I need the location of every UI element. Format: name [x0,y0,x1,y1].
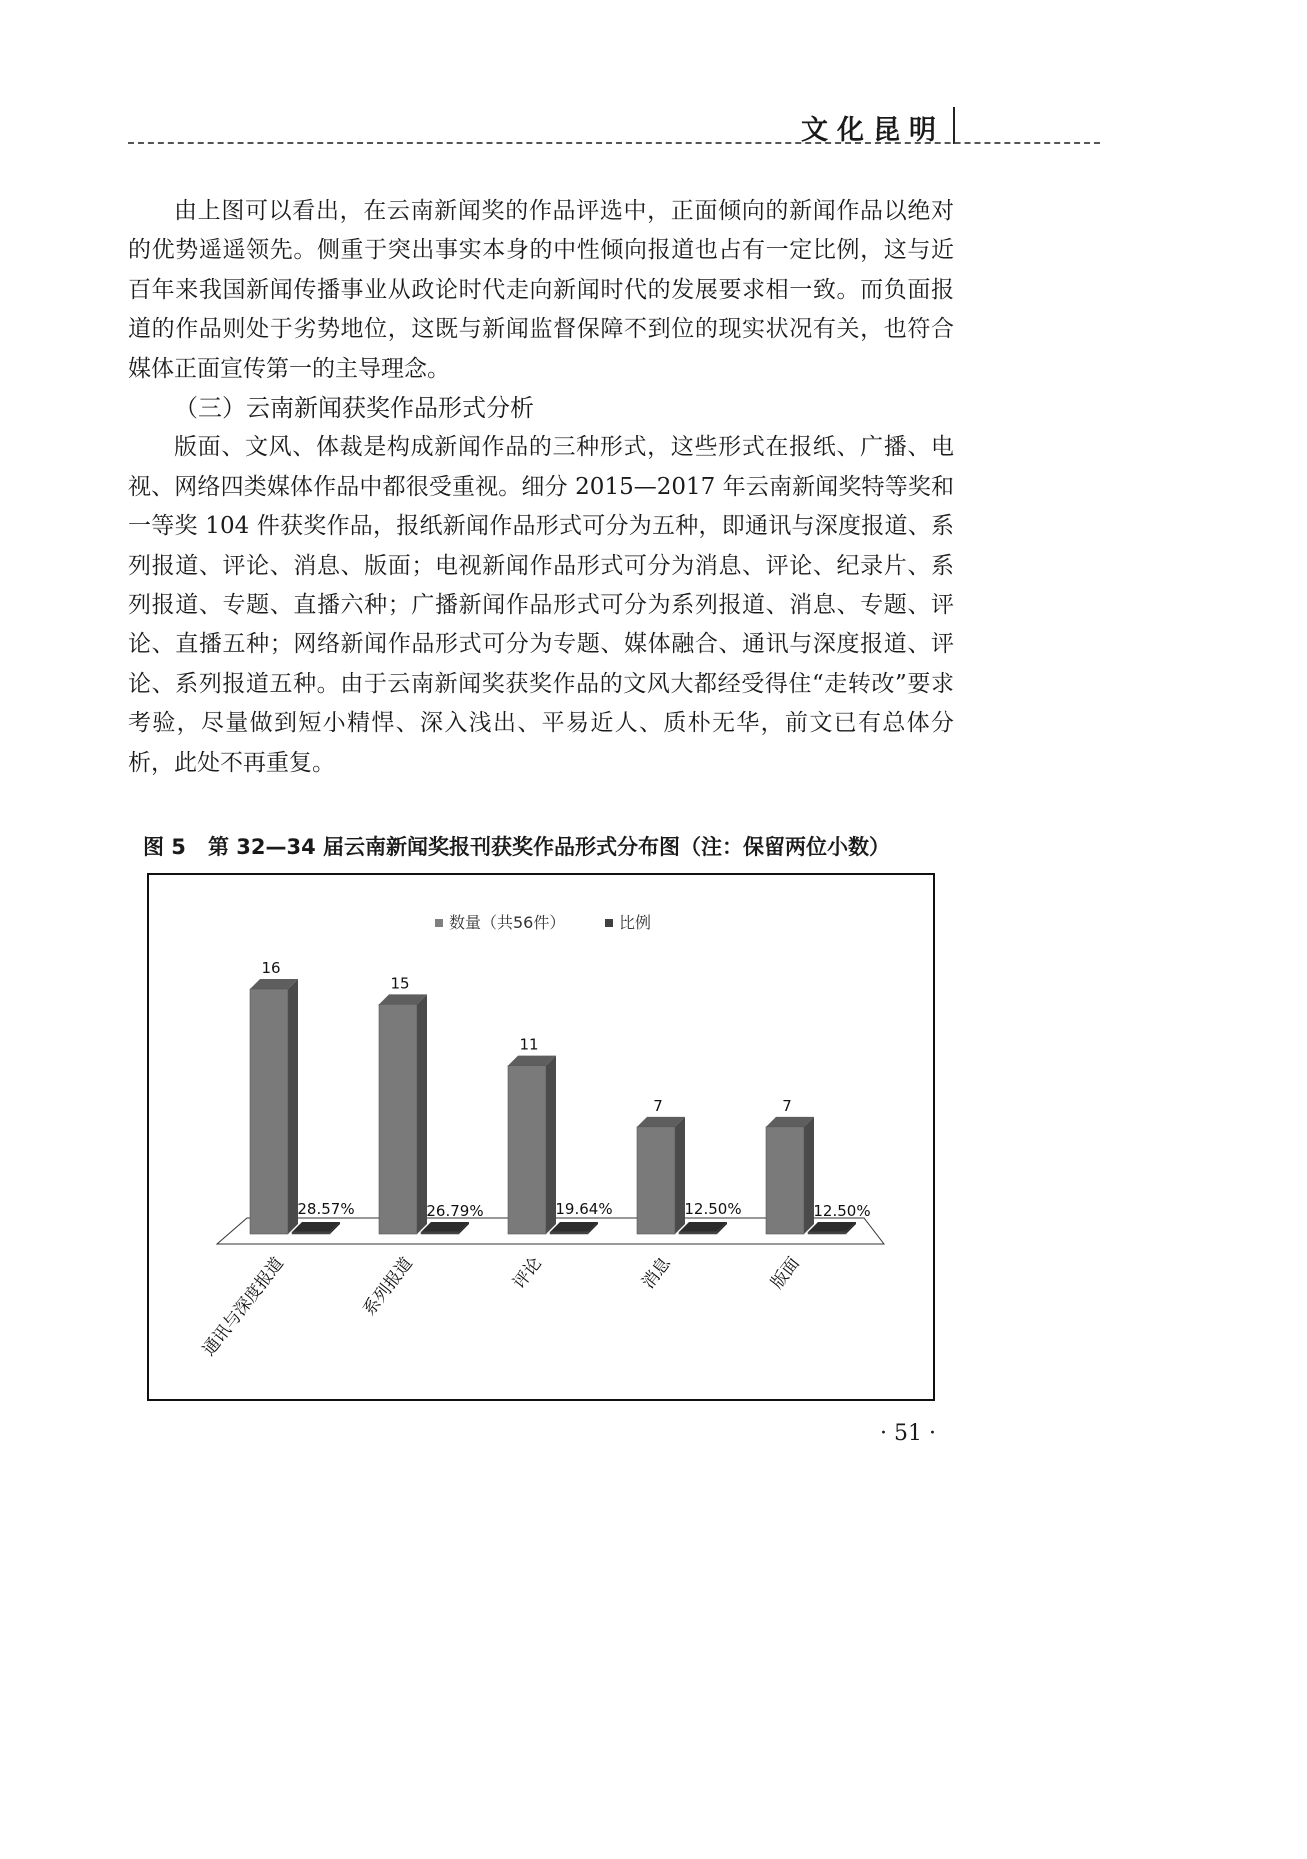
body-text [128,192,954,783]
x-tick-label: 版面 [767,1253,804,1293]
data-label-quantity: 16 [261,959,281,977]
data-label-ratio: 26.79% [426,1202,484,1220]
data-label-quantity: 11 [519,1035,539,1054]
data-label-quantity: 15 [390,974,410,993]
bar-ratio [679,1232,717,1234]
data-label-ratio: 12.50% [684,1200,742,1218]
bar-chart [149,875,933,1399]
bar-quantity [766,1127,804,1234]
bar-quantity [379,1004,417,1234]
header-vertical-bar [953,107,955,144]
legend-label-quantity: 数量（共56件） [449,913,566,932]
paragraph: 由上图可以看出，在云南新闻奖的作品评选中，正面倾向的新闻作品以绝对的优势遥遥领先。侧重于突出事实本身的中性倾向报道也占有一定比例，这与近百年来我国新闻传播事业从政论时代走向新闻时代的发展要求相一致。而负面报道的作品则处于劣势地位，这既与新闻监督保障不到位的现实状况有关，也符合媒体正面宣传第一的主导理念。 [128,198,954,382]
header-dashed-rule [128,142,1100,144]
legend-label-ratio: 比例 [619,913,652,932]
x-tick-label: 通讯与深度报道 [198,1253,288,1360]
x-tick-label: 消息 [638,1253,675,1293]
bar-quantity [508,1066,546,1234]
bar-ratio [550,1232,588,1234]
chart-frame [147,873,935,1401]
legend-swatch-ratio [605,919,613,927]
bar-ratio [808,1232,846,1234]
figure-caption [143,831,890,861]
page-number: · 51 · [880,1421,936,1446]
bar-ratio [292,1232,330,1234]
bar-quantity-side [417,994,427,1234]
legend-swatch-quantity [435,919,443,927]
figure-number: 图 5 [143,835,186,859]
bar-quantity [250,989,288,1234]
data-label-ratio: 28.57% [297,1200,355,1218]
data-label-ratio: 19.64% [555,1200,613,1218]
x-tick-label: 评论 [509,1253,546,1293]
paragraph: 版面、文风、体裁是构成新闻作品的三种形式，这些形式在报纸、广播、电视、网络四类媒体作品中都很受重视。细分 2015—2017 年云南新闻奖特等奖和一等奖 104 件获奖作品，报纸新闻作品形式可分为五种，即通讯与深度报道、系列报道、评论、消息、版面；电视新闻作品形式可分为消息、评论、纪录片、系列报道、专题、直播六种；广播新闻作品形式可分为系列报道、消息、专题、评论、直播五种；网络新闻作品形式可分为专题、媒体融合、通讯与深度报道、评论、系列报道五种。由于云南新闻奖获奖作品的文风大都经受得住“走转改”要求考验，尽量做到短小精悍、深入浅出、平易近人、质朴无华，前文已有总体分析，此处不再重复。 [128,434,954,776]
bar-ratio [421,1232,459,1234]
bar-quantity [637,1127,675,1234]
running-header-title: 文化昆明 [801,115,945,146]
data-label-quantity: 7 [782,1096,792,1115]
x-tick-label: 系列报道 [359,1253,417,1320]
figure-caption-text: 第 32—34 届云南新闻奖报刊获奖作品形式分布图（注：保留两位小数） [207,835,891,859]
bar-quantity-side [288,979,298,1234]
data-label-quantity: 7 [653,1096,663,1115]
data-label-ratio: 12.50% [813,1202,871,1220]
section-heading: （三）云南新闻获奖作品形式分析 [174,394,534,423]
